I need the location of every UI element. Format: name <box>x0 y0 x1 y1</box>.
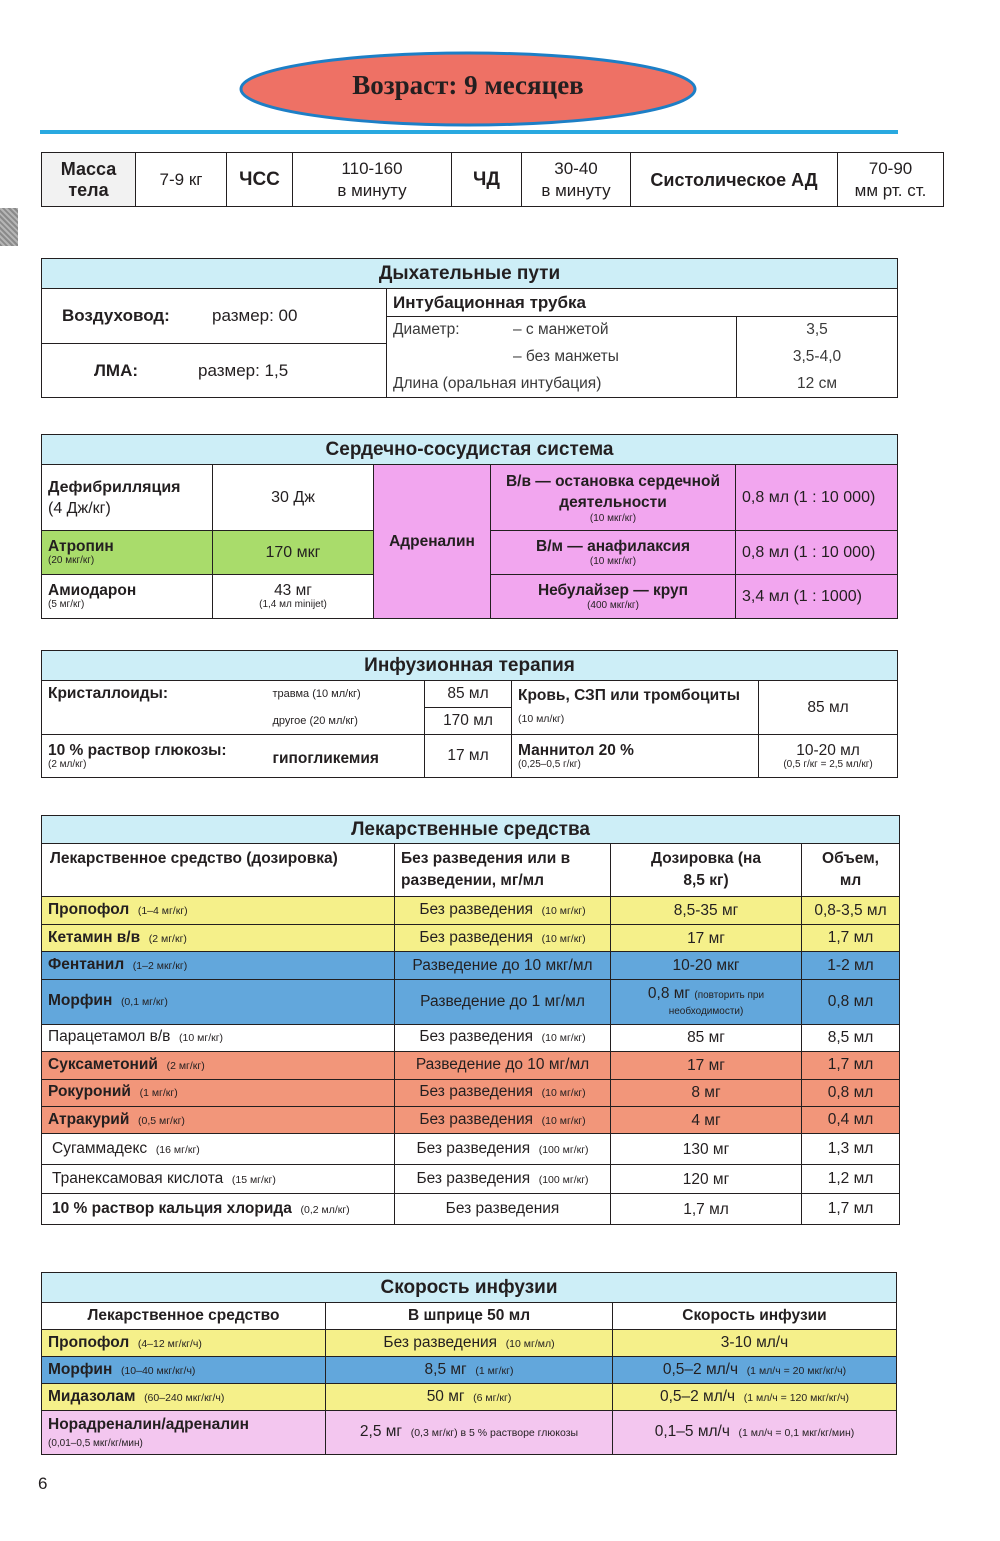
drug-name-cell <box>42 1164 395 1194</box>
drug-name-cell <box>42 897 395 924</box>
mannitol-label: Маннитол 20 % <box>518 741 634 759</box>
drug-dosage: 130 мг <box>682 1140 730 1158</box>
drug-dilution: Без разведения <box>419 1028 534 1046</box>
drug-dosage: 8,5-35 мг <box>673 902 739 920</box>
drug-volume: 0,8 мл <box>802 1079 900 1106</box>
drug-name: Рокуроний <box>48 1083 131 1101</box>
drug-dilution-cell <box>395 1079 611 1106</box>
glucose-cell <box>42 735 267 778</box>
drug-name: Атракурий <box>48 1110 130 1128</box>
glucose-value: 17 мл <box>425 735 512 778</box>
rate-syringe-sub: (0,3 мг/кг) в 5 % растворе глюкозы <box>410 1427 579 1439</box>
drugs-header-dosage: Дозировка (на 8,5 кг) <box>611 844 802 897</box>
drug-dose: (0,1 мг/кг) <box>120 996 168 1009</box>
adrenaline-label: Адреналин <box>374 465 491 619</box>
drug-dilution: Без разведения <box>419 928 534 946</box>
drug-dose: (2 мг/кг) <box>148 932 187 945</box>
drug-row <box>42 1134 900 1165</box>
rate-value-cell <box>613 1330 897 1357</box>
rate-value-sub: (1 мл/ч = 120 мкг/кг/ч) <box>743 1391 850 1404</box>
rate-value: 0,5–2 мл/ч <box>659 1387 736 1405</box>
anaphylaxis-label: В/м — анафилаксия <box>536 537 690 555</box>
rates-header-syringe: В шприце 50 мл <box>326 1303 613 1330</box>
drug-dosage-cell <box>611 1079 802 1106</box>
airway-row <box>42 289 387 344</box>
mannitol-value-sub: (0,5 г/кг = 2,5 мл/кг) <box>783 758 873 770</box>
rate-name-cell <box>42 1384 326 1411</box>
blood-label: Кровь, СЗП или тромбоциты <box>518 687 740 704</box>
amiodarone-value: 43 мг <box>274 582 312 599</box>
mannitol-value-cell <box>759 735 898 778</box>
drug-dosage-cell <box>611 1194 802 1225</box>
drug-dosage: 4 мг <box>691 1111 721 1129</box>
drug-name-cell <box>42 1194 395 1225</box>
drug-volume: 0,4 мл <box>802 1106 900 1133</box>
drug-rows <box>42 897 900 1225</box>
length-value: 12 см <box>737 371 898 398</box>
rate-syringe-cell <box>326 1411 613 1455</box>
drug-volume: 1,7 мл <box>802 1194 900 1225</box>
rate-value-sub: (1 мл/ч = 20 мкг/кг/ч) <box>746 1364 847 1377</box>
airway-table <box>41 258 898 398</box>
arrest-cell <box>491 465 736 531</box>
drug-dosage-sub: (повторить при необходимости) <box>668 989 765 1017</box>
drug-row <box>42 1052 900 1079</box>
drug-dose: (1–4 мг/кг) <box>137 905 188 918</box>
atropine-sub: (20 мкг/кг) <box>48 555 95 566</box>
drug-row <box>42 1079 900 1106</box>
drug-name: Морфин <box>48 992 113 1010</box>
glucose-label: 10 % раствор глюкозы: <box>48 741 227 759</box>
rate-drug-dose: (0,01–0,5 мкг/кг/мин) <box>48 1437 143 1449</box>
airway-label: Воздуховод: <box>62 306 170 325</box>
blood-value: 85 мл <box>759 681 898 735</box>
drug-dosage-cell <box>611 1164 802 1194</box>
rate-syringe-cell <box>326 1384 613 1411</box>
drug-row <box>42 1164 900 1194</box>
drug-dose: (1–2 мкг/кг) <box>132 960 188 973</box>
drug-dilution-sub: (10 мг/кг) <box>541 905 586 918</box>
drug-row <box>42 1106 900 1133</box>
drug-dosage: 17 мг <box>687 1056 725 1074</box>
drug-dosage-cell <box>611 1024 802 1051</box>
mannitol-value: 10-20 мл <box>796 741 860 759</box>
uncuffed-row <box>387 344 737 371</box>
drug-dilution: Разведение до 1 мг/мл <box>420 992 585 1010</box>
rr-value <box>522 153 631 207</box>
rates-section-title: Скорость инфузии <box>42 1273 897 1303</box>
drug-dose: (2 мг/кг) <box>166 1059 205 1072</box>
drug-row <box>42 924 900 951</box>
drug-volume: 8,5 мл <box>802 1024 900 1051</box>
rate-syringe: 2,5 мг <box>359 1423 403 1440</box>
drugs-header-dilution: Без разведения или в разведении, мг/мл <box>395 844 611 897</box>
rate-syringe-sub: (6 мг/кг) <box>473 1391 512 1404</box>
drug-dosage-cell <box>611 979 802 1024</box>
cardio-table <box>41 434 898 619</box>
drug-dilution-sub: (100 мг/кг) <box>538 1143 589 1156</box>
drug-name-cell <box>42 1052 395 1079</box>
drug-dosage-cell <box>611 1106 802 1133</box>
drugs-table <box>41 815 900 1225</box>
rate-syringe-sub: (1 мг/кг) <box>475 1364 514 1377</box>
drug-name: Суксаметоний <box>48 1055 158 1073</box>
side-tab <box>0 208 18 246</box>
rate-syringe: 8,5 мг <box>424 1360 467 1378</box>
drug-dilution-sub: (10 мг/кг) <box>541 1114 586 1127</box>
drug-dilution: Без разведения <box>419 1110 534 1128</box>
defib-cell <box>42 465 213 531</box>
drug-name-cell <box>42 1079 395 1106</box>
drug-dosage: 17 мг <box>687 929 725 947</box>
drug-dosage-cell <box>611 952 802 979</box>
drug-row <box>42 952 900 979</box>
drug-volume: 0,8-3,5 мл <box>802 897 900 924</box>
trauma-value: 85 мл <box>425 681 512 708</box>
drug-dosage: 10-20 мкг <box>672 957 740 975</box>
rate-row <box>42 1357 897 1384</box>
other-label: другое (20 мл/кг) <box>267 708 425 735</box>
drug-volume: 1,3 мл <box>802 1134 900 1165</box>
drug-dilution-cell <box>395 897 611 924</box>
nebulizer-cell <box>491 575 736 619</box>
infusion-table <box>41 650 898 778</box>
drug-volume: 1,7 мл <box>802 924 900 951</box>
lma-size: размер: 1,5 <box>198 360 289 380</box>
drug-dilution: Без разведения <box>445 1200 560 1218</box>
rr-value-2: в минуту <box>541 180 611 200</box>
drug-dilution-cell <box>395 1194 611 1225</box>
drug-dose: (0,2 мл/кг) <box>300 1203 350 1216</box>
drug-name-cell <box>42 1134 395 1165</box>
rates-header-name: Лекарственное средство <box>42 1303 326 1330</box>
atropine-value: 170 мкг <box>213 531 374 575</box>
drug-name: 10 % раствор кальция хлорида <box>52 1199 292 1217</box>
drug-dilution-sub: (10 мг/кг) <box>541 1032 586 1045</box>
drug-dosage: 8 мг <box>691 1084 721 1102</box>
drug-name: Транексамовая кислота <box>52 1169 224 1187</box>
vitals-table <box>41 152 944 207</box>
drug-dilution-sub: (10 мг/кг) <box>541 1087 586 1100</box>
drug-name: Пропофол <box>48 901 130 919</box>
drug-name-cell <box>42 1106 395 1133</box>
drug-dosage-cell <box>611 924 802 951</box>
rate-syringe-sub: (10 мг/мл) <box>505 1337 555 1350</box>
drug-dosage: 120 мг <box>682 1170 730 1188</box>
drug-dilution-sub: (10 мг/кг) <box>541 932 586 945</box>
crystalloids-label: Кристаллоиды: <box>42 681 267 735</box>
rate-value: 3-10 мл/ч <box>720 1334 789 1351</box>
anaphylaxis-sub: (10 мкг/кг) <box>589 555 637 567</box>
mass-label: Масса тела <box>42 153 136 207</box>
bp-value <box>838 153 944 207</box>
cuffed-label: – с манжетой <box>513 321 609 339</box>
defib-label: Дефибрилляция <box>48 478 181 496</box>
drug-name-cell <box>42 979 395 1024</box>
rate-drug-name: Мидазолам <box>48 1387 136 1405</box>
drug-dilution-cell <box>395 1106 611 1133</box>
drug-dose: (15 мг/кг) <box>231 1173 276 1186</box>
drug-dilution-cell <box>395 1134 611 1165</box>
drug-dilution-cell <box>395 1024 611 1051</box>
drug-name: Кетамин в/в <box>48 928 141 946</box>
drug-row <box>42 979 900 1024</box>
rate-syringe-cell <box>326 1330 613 1357</box>
title-banner <box>238 50 698 132</box>
rate-value-cell <box>613 1357 897 1384</box>
amiodarone-label: Амиодарон <box>48 582 137 599</box>
hr-value-2: в минуту <box>337 180 407 200</box>
drug-dosage: 0,8 мг <box>647 984 691 1002</box>
glucose-condition: гипогликемия <box>267 735 425 778</box>
drug-name: Сугаммадекс <box>52 1139 148 1157</box>
trauma-label: травма (10 мл/кг) <box>267 681 425 708</box>
rate-syringe-cell <box>326 1357 613 1384</box>
drug-dosage: 85 мг <box>687 1029 725 1047</box>
hr-label: ЧСС <box>227 153 293 207</box>
rate-name-cell <box>42 1330 326 1357</box>
rate-drug-dose: (60–240 мкг/кг/ч) <box>144 1391 225 1404</box>
drug-dilution: Без разведения <box>419 1083 534 1101</box>
diameter-label: Диаметр: <box>393 321 460 339</box>
amiodarone-cell <box>42 575 213 619</box>
rate-value: 0,5–2 мл/ч <box>662 1360 739 1378</box>
drug-volume: 1,2 мл <box>802 1164 900 1194</box>
drug-dosage-cell <box>611 1052 802 1079</box>
airway-section-title: Дыхательные пути <box>42 259 898 289</box>
anaphylaxis-value: 0,8 мл (1 : 10 000) <box>736 531 898 575</box>
drug-name: Фентанил <box>48 956 125 974</box>
title-rule <box>40 130 898 134</box>
rate-drug-name: Морфин <box>48 1360 113 1378</box>
arrest-value: 0,8 мл (1 : 10 000) <box>736 465 898 531</box>
blood-cell <box>512 681 759 735</box>
rate-name-cell <box>42 1411 326 1455</box>
rate-syringe: Без разведения <box>383 1333 498 1351</box>
nebulizer-label: Небулайзер — круп <box>537 581 689 599</box>
drug-name: Парацетамол в/в <box>48 1028 171 1046</box>
drug-dose: (1 мг/кг) <box>139 1087 178 1100</box>
atropine-label: Атропин <box>48 538 114 555</box>
defib-value: 30 Дж <box>213 465 374 531</box>
rates-header-rate: Скорость инфузии <box>613 1303 897 1330</box>
amiodarone-value-sub: (1,4 мл minijet) <box>259 599 327 610</box>
bp-value-1: 70-90 <box>868 158 913 178</box>
arrest-sub: (10 мкг/кг) <box>589 512 637 524</box>
drug-dilution: Разведение до 10 мг/мл <box>415 1056 590 1074</box>
arrest-label: В/в — остановка сердечной деятельности <box>505 472 721 511</box>
rate-value-sub: (1 мл/ч = 0,1 мкг/кг/мин) <box>738 1427 855 1439</box>
drugs-header-name: Лекарственное средство (дозировка) <box>42 844 395 897</box>
rr-label: ЧД <box>452 153 522 207</box>
drug-dilution: Без разведения <box>416 1139 531 1157</box>
drug-name-cell <box>42 924 395 951</box>
drug-dilution-cell <box>395 979 611 1024</box>
blood-sub: (10 мл/кг) <box>518 713 565 725</box>
bp-label: Систолическое АД <box>631 153 838 207</box>
cuffed-value: 3,5 <box>737 317 898 344</box>
drug-dilution-cell <box>395 1052 611 1079</box>
nebulizer-value: 3,4 мл (1 : 1000) <box>736 575 898 619</box>
nebulizer-sub: (400 мкг/кг) <box>587 599 639 611</box>
atropine-cell <box>42 531 213 575</box>
glucose-sub: (2 мл/кг) <box>48 758 87 770</box>
drug-dilution-cell <box>395 924 611 951</box>
rate-drug-dose: (4–12 мг/кг/ч) <box>137 1337 202 1350</box>
drug-volume: 1-2 мл <box>802 952 900 979</box>
drug-dilution-sub: (100 мг/кг) <box>538 1173 589 1186</box>
other-value: 170 мл <box>425 708 512 735</box>
drug-dilution: Без разведения <box>419 901 534 919</box>
drug-dosage-cell <box>611 897 802 924</box>
rate-name-cell <box>42 1357 326 1384</box>
drug-volume: 1,7 мл <box>802 1052 900 1079</box>
uncuffed-value: 3,5-4,0 <box>737 344 898 371</box>
tube-title: Интубационная трубка <box>387 289 898 317</box>
drug-dilution: Разведение до 10 мкг/мл <box>412 956 593 974</box>
rate-syringe: 50 мг <box>426 1387 465 1405</box>
airway-size: размер: 00 <box>212 306 298 325</box>
hr-value-1: 110-160 <box>341 158 403 178</box>
drugs-section-title: Лекарственные средства <box>42 816 900 844</box>
page-title: Возраст: 9 месяцев <box>352 70 584 100</box>
rates-table <box>41 1272 897 1455</box>
drug-name-cell <box>42 952 395 979</box>
lma-label: ЛМА: <box>94 360 139 380</box>
rate-rows <box>42 1330 897 1455</box>
drug-dilution-cell <box>395 952 611 979</box>
infusion-section-title: Инфузионная терапия <box>42 651 898 681</box>
rate-value-cell <box>613 1384 897 1411</box>
drug-name-cell <box>42 1024 395 1051</box>
rr-value-1: 30-40 <box>554 158 598 178</box>
drug-volume: 0,8 мл <box>802 979 900 1024</box>
amiodarone-value-cell <box>213 575 374 619</box>
anaphylaxis-cell <box>491 531 736 575</box>
drug-dose: (16 мг/кг) <box>155 1143 200 1156</box>
rate-drug-name: Норадреналин/адреналин <box>48 1415 249 1433</box>
amiodarone-sub: (5 мг/кг) <box>48 599 85 610</box>
length-label: Длина (оральная интубация) <box>387 371 737 398</box>
bp-value-2: мм рт. ст. <box>854 180 927 200</box>
mannitol-sub: (0,25–0,5 г/кг) <box>518 758 581 770</box>
drug-dose: (10 мг/кг) <box>179 1032 224 1045</box>
mannitol-cell <box>512 735 759 778</box>
hr-value <box>293 153 452 207</box>
rate-row <box>42 1330 897 1357</box>
drugs-header-volume: Объем, мл <box>802 844 900 897</box>
drug-dose: (0,5 мг/кг) <box>138 1114 185 1127</box>
mass-value: 7-9 кг <box>136 153 227 207</box>
rate-row <box>42 1384 897 1411</box>
rate-row <box>42 1411 897 1455</box>
page-number: 6 <box>38 1474 48 1493</box>
cardio-section-title: Сердечно-сосудистая система <box>42 435 898 465</box>
rate-drug-dose: (10–40 мкг/кг/ч) <box>120 1364 196 1377</box>
rate-value: 0,1–5 мл/ч <box>654 1423 730 1440</box>
defib-sub: (4 Дж/кг) <box>48 499 111 517</box>
uncuffed-label: – без манжеты <box>513 348 619 365</box>
lma-row <box>42 344 387 398</box>
drug-dosage-cell <box>611 1134 802 1165</box>
drug-row <box>42 1194 900 1225</box>
drug-row <box>42 1024 900 1051</box>
drug-dilution: Без разведения <box>416 1169 531 1187</box>
rate-drug-name: Пропофол <box>48 1333 130 1351</box>
rate-value-cell <box>613 1411 897 1455</box>
drug-dosage: 1,7 мл <box>683 1200 729 1218</box>
diameter-cuffed-row <box>387 317 737 344</box>
drug-row <box>42 897 900 924</box>
drug-dilution-cell <box>395 1164 611 1194</box>
